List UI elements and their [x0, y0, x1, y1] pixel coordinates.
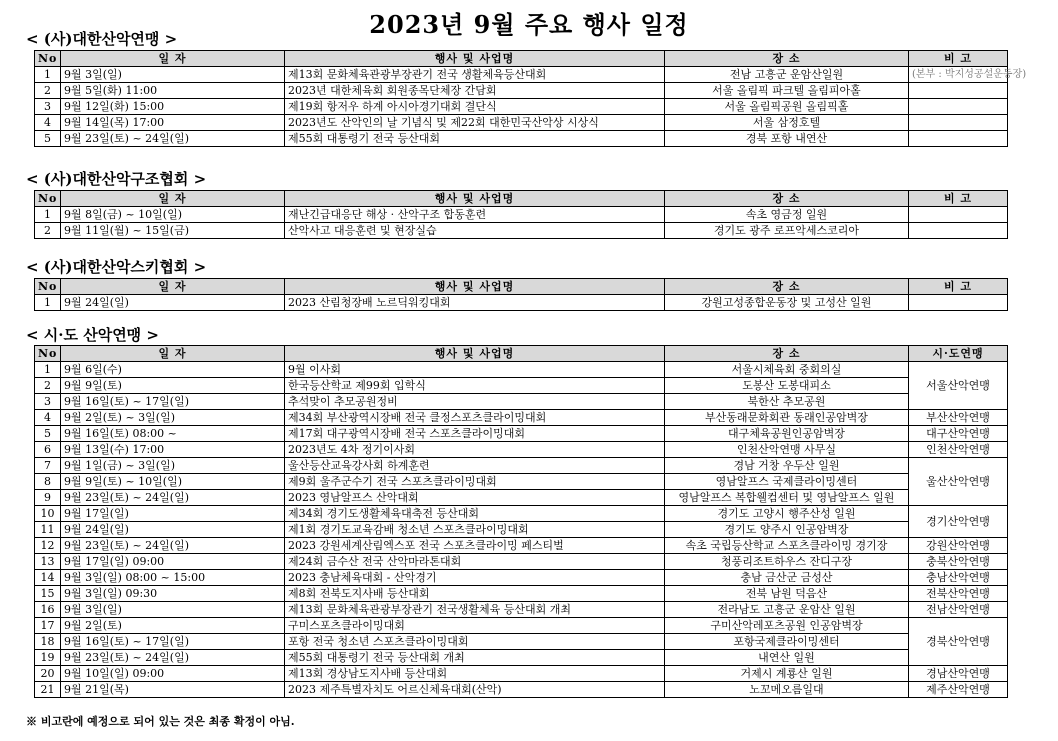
row-date: 9월 10일(일) 09:00	[61, 666, 285, 682]
row-remark	[909, 295, 1008, 311]
row-no: 21	[35, 682, 61, 698]
table-row	[35, 131, 1008, 147]
row-event: 2023년도 산악인의 날 기념식 및 제22회 대한민국산악상 시상식	[285, 115, 665, 131]
header-place: 장 소	[665, 279, 909, 295]
row-league: 충북산악연맹	[909, 554, 1008, 570]
schedule-table	[34, 190, 1008, 239]
row-place: 경북 포항 내연산	[665, 131, 909, 147]
row-no: 6	[35, 442, 61, 458]
row-date: 9월 2일(토) ~ 3일(일)	[61, 410, 285, 426]
row-event: 산악사고 대응훈련 및 현장실습	[285, 223, 665, 239]
header-event: 행사 및 사업명	[285, 279, 665, 295]
row-place: 서울 삼정호텔	[665, 115, 909, 131]
row-no: 20	[35, 666, 61, 682]
row-place: 경기도 양주시 인공암벽장	[665, 522, 909, 538]
row-date: 9월 6일(수)	[61, 362, 285, 378]
row-date: 9월 1일(금) ~ 3일(일)	[61, 458, 285, 474]
row-event: 제13회 경상남도지사배 등산대회	[285, 666, 665, 682]
row-date: 9월 23일(토) ~ 24일(일)	[61, 490, 285, 506]
row-league: 제주산악연맹	[909, 682, 1008, 698]
table-row	[35, 538, 1008, 554]
section-title: < 시·도 산악연맹 >	[26, 326, 159, 344]
row-remark: (본부 : 박지성공설운동장)	[909, 67, 1008, 83]
row-no: 13	[35, 554, 61, 570]
row-date: 9월 16일(토) ~ 17일(일)	[61, 634, 285, 650]
row-league: 전북산악연맹	[909, 586, 1008, 602]
row-league: 전남산악연맹	[909, 602, 1008, 618]
row-date: 9월 21일(목)	[61, 682, 285, 698]
row-event: 울산등산교육강사회 하계훈련	[285, 458, 665, 474]
row-place: 서울 올림픽공원 올림픽홀	[665, 99, 909, 115]
row-league: 인천산악연맹	[909, 442, 1008, 458]
row-no: 4	[35, 115, 61, 131]
row-event: 한국등산학교 제99회 입학식	[285, 378, 665, 394]
table-row	[35, 442, 1008, 458]
row-no: 1	[35, 295, 61, 311]
row-place: 강원고성종합운동장 및 고성산 일원	[665, 295, 909, 311]
row-place: 전라남도 고흥군 운암산 일원	[665, 602, 909, 618]
row-place: 전북 남원 덕음산	[665, 586, 909, 602]
row-no: 7	[35, 458, 61, 474]
table-row	[35, 410, 1008, 426]
row-event: 구미스포츠클라이밍대회	[285, 618, 665, 634]
row-date: 9월 9일(토)	[61, 378, 285, 394]
header-event: 행사 및 사업명	[285, 346, 665, 362]
table-row	[35, 522, 1008, 538]
row-event: 2023 강원세계산림엑스포 전국 스포츠클라이밍 페스티벌	[285, 538, 665, 554]
row-date: 9월 11일(월) ~ 15일(금)	[61, 223, 285, 239]
row-league: 경남산악연맹	[909, 666, 1008, 682]
table-header-row	[35, 279, 1008, 295]
row-remark	[909, 99, 1008, 115]
row-remark	[909, 83, 1008, 99]
row-no: 3	[35, 394, 61, 410]
row-no: 16	[35, 602, 61, 618]
page-title: 2023년 9월 주요 행사 일정	[369, 10, 689, 39]
row-date: 9월 3일(일) 09:30	[61, 586, 285, 602]
row-place: 서울시체육회 중회의실	[665, 362, 909, 378]
row-place: 속초 국립등산학교 스포츠클라이밍 경기장	[665, 538, 909, 554]
table-row	[35, 426, 1008, 442]
row-date: 9월 13일(수) 17:00	[61, 442, 285, 458]
schedule-table	[34, 278, 1008, 311]
row-place: 충남 금산군 금성산	[665, 570, 909, 586]
table-row	[35, 394, 1008, 410]
row-no: 3	[35, 99, 61, 115]
row-no: 8	[35, 474, 61, 490]
row-remark	[909, 223, 1008, 239]
row-place: 영남알프스 복합웰컴센터 및 영남알프스 일원	[665, 490, 909, 506]
row-league: 부산산악연맹	[909, 410, 1008, 426]
row-date: 9월 5일(화) 11:00	[61, 83, 285, 99]
row-event: 재난긴급대응단 해상 · 산악구조 합동훈련	[285, 207, 665, 223]
row-place: 영남알프스 국제클라이밍센터	[665, 474, 909, 490]
table-row	[35, 618, 1008, 634]
table-row	[35, 67, 1008, 83]
row-no: 4	[35, 410, 61, 426]
row-no: 18	[35, 634, 61, 650]
table-row	[35, 458, 1008, 474]
row-place: 경기도 광주 로프악세스코리아	[665, 223, 909, 239]
row-date: 9월 23일(토) ~ 24일(일)	[61, 650, 285, 666]
header-remarks: 비 고	[909, 51, 1008, 67]
row-league: 경기산악연맹	[909, 506, 1008, 538]
header-place: 장 소	[665, 191, 909, 207]
row-no: 15	[35, 586, 61, 602]
row-place: 도봉산 도봉대피소	[665, 378, 909, 394]
city-schedule-table	[34, 345, 1008, 698]
row-event: 2023년도 4차 정기이사회	[285, 442, 665, 458]
schedule-table	[34, 50, 1027, 147]
table-row	[35, 586, 1008, 602]
row-league: 충남산악연맹	[909, 570, 1008, 586]
table-row	[35, 83, 1008, 99]
row-event: 제9회 울주군수기 전국 스포츠클라이밍대회	[285, 474, 665, 490]
row-date: 9월 23일(토) ~ 24일(일)	[61, 538, 285, 554]
row-event: 포항 전국 청소년 스포츠클라이밍대회	[285, 634, 665, 650]
table-row	[35, 634, 1008, 650]
table-header-row	[35, 346, 1008, 362]
header-date: 일 자	[61, 279, 285, 295]
row-place: 경기도 고양시 행주산성 일원	[665, 506, 909, 522]
row-no: 1	[35, 362, 61, 378]
header-place: 장 소	[665, 346, 909, 362]
footnote: ※ 비고란에 예정으로 되어 있는 것은 최종 확정이 아님.	[26, 715, 295, 728]
row-no: 1	[35, 207, 61, 223]
table-row	[35, 490, 1008, 506]
row-date: 9월 3일(일)	[61, 602, 285, 618]
table-row	[35, 474, 1008, 490]
table-row	[35, 666, 1008, 682]
header-league: 시·도연맹	[909, 346, 1008, 362]
row-event: 제1회 경기도교육감배 청소년 스포츠클라이밍대회	[285, 522, 665, 538]
row-event: 제55회 대통령기 전국 등산대회	[285, 131, 665, 147]
header-event: 행사 및 사업명	[285, 51, 665, 67]
row-no: 9	[35, 490, 61, 506]
section-title: < (사)대한산악연맹 >	[26, 30, 178, 48]
row-event: 제19회 항저우 하계 아시아경기대회 결단식	[285, 99, 665, 115]
row-date: 9월 3일(일)	[61, 67, 285, 83]
row-date: 9월 23일(토) ~ 24일(일)	[61, 131, 285, 147]
row-place: 포항국제클라이밍센터	[665, 634, 909, 650]
header-place: 장 소	[665, 51, 909, 67]
row-remark	[909, 115, 1008, 131]
table-row	[35, 207, 1008, 223]
row-event: 추석맞이 추모공원정비	[285, 394, 665, 410]
row-place: 내연산 일원	[665, 650, 909, 666]
row-date: 9월 14일(목) 17:00	[61, 115, 285, 131]
row-event: 제34회 경기도생활체육대축전 등산대회	[285, 506, 665, 522]
row-date: 9월 9일(토) ~ 10일(일)	[61, 474, 285, 490]
header-remarks: 비 고	[909, 191, 1008, 207]
row-place: 북한산 추모공원	[665, 394, 909, 410]
table-row	[35, 650, 1008, 666]
row-date: 9월 16일(토) ~ 17일(일)	[61, 394, 285, 410]
header-date: 일 자	[61, 51, 285, 67]
row-league: 대구산악연맹	[909, 426, 1008, 442]
row-place: 전남 고흥군 운암산일원	[665, 67, 909, 83]
table-row	[35, 682, 1008, 698]
row-league: 경북산악연맹	[909, 618, 1008, 666]
row-league: 서울산악연맹	[909, 362, 1008, 410]
header-no: No	[35, 346, 61, 362]
row-date: 9월 17일(일)	[61, 506, 285, 522]
row-date: 9월 24일(일)	[61, 522, 285, 538]
table-row	[35, 602, 1008, 618]
row-place: 노꼬메오름일대	[665, 682, 909, 698]
row-place: 부산동래문화회관 동래인공암벽장	[665, 410, 909, 426]
row-no: 2	[35, 378, 61, 394]
section-title: < (사)대한산악구조협회 >	[26, 170, 207, 188]
row-no: 12	[35, 538, 61, 554]
row-event: 2023 영남알프스 산악대회	[285, 490, 665, 506]
header-event: 행사 및 사업명	[285, 191, 665, 207]
row-date: 9월 24일(일)	[61, 295, 285, 311]
row-no: 14	[35, 570, 61, 586]
row-date: 9월 3일(일) 08:00 ~ 15:00	[61, 570, 285, 586]
section-title: < (사)대한산악스키협회 >	[26, 258, 207, 276]
row-event: 2023년 대한체육회 회원종목단체장 간담회	[285, 83, 665, 99]
row-no: 11	[35, 522, 61, 538]
row-league: 울산산악연맹	[909, 458, 1008, 506]
row-date: 9월 17일(일) 09:00	[61, 554, 285, 570]
header-no: No	[35, 191, 61, 207]
row-no: 1	[35, 67, 61, 83]
row-event: 9월 이사회	[285, 362, 665, 378]
row-no: 19	[35, 650, 61, 666]
row-event: 2023 충남체육대회 - 산악경기	[285, 570, 665, 586]
row-remark	[909, 207, 1008, 223]
row-date: 9월 8일(금) ~ 10일(일)	[61, 207, 285, 223]
table-row	[35, 378, 1008, 394]
row-event: 제13회 문화체육관광부장관기 전국 생활체육등산대회	[285, 67, 665, 83]
table-row	[35, 570, 1008, 586]
row-place: 대구체육공원인공암벽장	[665, 426, 909, 442]
row-date: 9월 2일(토)	[61, 618, 285, 634]
row-place: 서울 올림픽 파크텔 올림피아홀	[665, 83, 909, 99]
row-place: 경남 거창 우두산 일원	[665, 458, 909, 474]
row-place: 속초 영금정 일원	[665, 207, 909, 223]
row-place: 거제시 계룡산 일원	[665, 666, 909, 682]
row-event: 제24회 금수산 전국 산악마라톤대회	[285, 554, 665, 570]
header-no: No	[35, 279, 61, 295]
row-event: 2023 제주특별자치도 어르신체육대회(산악)	[285, 682, 665, 698]
table-row	[35, 362, 1008, 378]
row-no: 17	[35, 618, 61, 634]
row-no: 5	[35, 426, 61, 442]
row-event: 제34회 부산광역시장배 전국 클정스포츠클라이밍대회	[285, 410, 665, 426]
table-header-row	[35, 191, 1008, 207]
table-row	[35, 223, 1008, 239]
header-date: 일 자	[61, 191, 285, 207]
row-event: 제13회 문화체육관광부장관기 전국생활체육 등산대회 개최	[285, 602, 665, 618]
row-no: 10	[35, 506, 61, 522]
row-date: 9월 16일(토) 08:00 ~	[61, 426, 285, 442]
row-no: 5	[35, 131, 61, 147]
row-no: 2	[35, 83, 61, 99]
row-remark	[909, 131, 1008, 147]
row-date: 9월 12일(화) 15:00	[61, 99, 285, 115]
table-row	[35, 295, 1008, 311]
table-row	[35, 554, 1008, 570]
row-place: 인천산악연맹 사무실	[665, 442, 909, 458]
row-no: 2	[35, 223, 61, 239]
row-event: 제55회 대통령기 전국 등산대회 개최	[285, 650, 665, 666]
header-remarks: 비 고	[909, 279, 1008, 295]
header-date: 일 자	[61, 346, 285, 362]
row-league: 강원산악연맹	[909, 538, 1008, 554]
row-place: 구미산악레포츠공원 인공암벽장	[665, 618, 909, 634]
table-row	[35, 99, 1008, 115]
header-no: No	[35, 51, 61, 67]
table-row	[35, 115, 1008, 131]
row-place: 청풍리조트하우스 잔디구장	[665, 554, 909, 570]
table-header-row	[35, 51, 1008, 67]
row-event: 2023 산림청장배 노르딕워킹대회	[285, 295, 665, 311]
table-row	[35, 506, 1008, 522]
row-event: 제8회 전북도지사배 등산대회	[285, 586, 665, 602]
row-event: 제17회 대구광역시장배 전국 스포츠클라이밍대회	[285, 426, 665, 442]
